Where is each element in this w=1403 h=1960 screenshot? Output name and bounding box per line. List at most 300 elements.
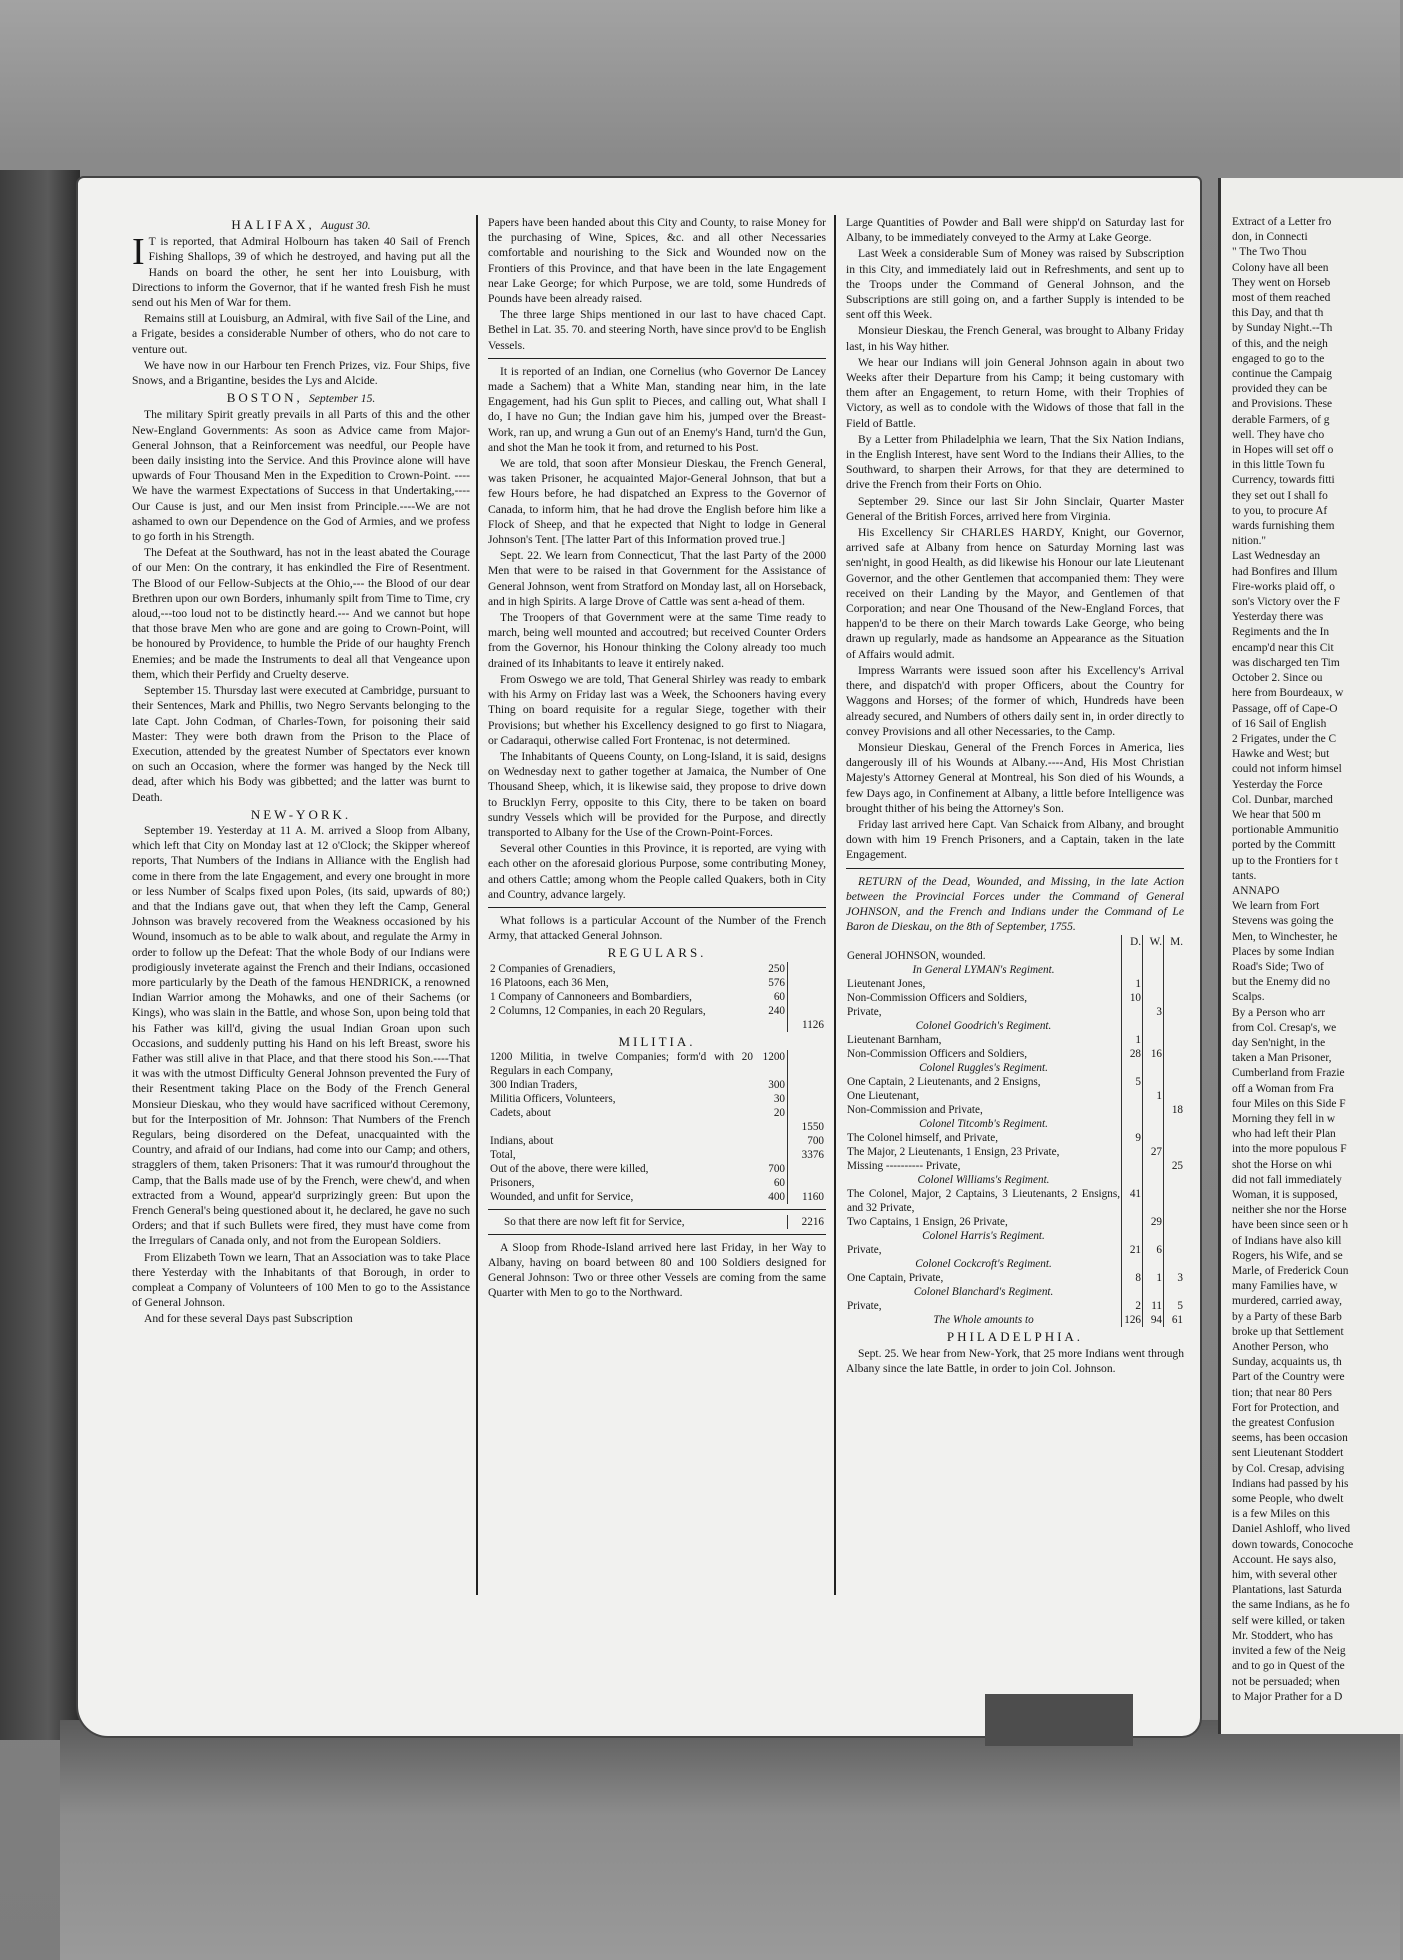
text-line: encamp'd near this Cit (1232, 641, 1334, 654)
paragraph: Last Week a considerable Sum of Money was raised by Subscription in this City, and immediately laid out in Refreshments, and sent up to the Troops under the Command of General Johnson, and the Subscriptions are still going on, and a farther Supply is intended to be sent off this Week. (846, 247, 1184, 322)
text-line: of this, and the neigh (1232, 337, 1328, 350)
section-rule (846, 868, 1184, 869)
fit-for-service (488, 1215, 826, 1229)
row-number (755, 1018, 788, 1032)
text-line: Currency, towards fitti (1232, 474, 1335, 487)
text-line: this Day, and that th (1232, 307, 1324, 320)
table-row (488, 1018, 826, 1032)
section-rule (488, 1234, 826, 1235)
row-label: Colonel Cockcroft's Regiment. (915, 1258, 1052, 1271)
text-line: down towards, Conocoche (1232, 1538, 1354, 1551)
row-w: 94 (1143, 1313, 1164, 1327)
row-label: Non-Commission and Private, (847, 1104, 983, 1117)
row-number: 700 (768, 1162, 785, 1175)
row-d (1122, 1257, 1143, 1271)
drop-cap: I (132, 231, 145, 274)
table-row (846, 1313, 1184, 1327)
row-m (1164, 1047, 1185, 1061)
army-intro: What follows is a particular Account of the Number of the French Army, that attacked General Johnson. (488, 913, 826, 943)
row-label (488, 1018, 755, 1032)
row-label: One Captain, Private, (847, 1272, 944, 1285)
paragraph: Large Quantities of Powder and Ball were shipp'd on Saturday last for Albany, to be immediately conveyed to the Army at Lake George. (846, 216, 1184, 245)
row-d (1122, 1229, 1143, 1243)
text-line: neither she nor the Horse (1232, 1204, 1347, 1217)
text-line: We hear that 500 m (1232, 808, 1321, 821)
row-w: 27 (1143, 1145, 1164, 1159)
col-wounded: W. (1143, 935, 1164, 949)
text-line: invited a few of the Neig (1232, 1645, 1346, 1658)
row-d (1122, 963, 1143, 977)
text-line: son's Victory over the F (1232, 596, 1341, 609)
row-total (788, 1176, 827, 1190)
row-w (1143, 949, 1164, 963)
row-total (788, 1004, 827, 1018)
row-label: Missing ---------- Private, (847, 1160, 961, 1173)
row-label: Colonel Ruggles's Regiment. (919, 1062, 1048, 1075)
row-d (1122, 1005, 1143, 1019)
table-row (846, 1215, 1184, 1229)
row-m: 25 (1164, 1159, 1185, 1173)
paragraph: We are told, that soon after Monsieur Dieskau, the French General, was taken Prisoner, he acquainted Major-General Johnson, that but a few Hours before, he had dispatched an Express to the Governor of Canada, to inform him, that he had drove the English before him like a Flock of Sheep, and that he expected that Night to lodge in General Johnson's Tent. [The latter Part of this Information proved true.] (488, 457, 826, 547)
text-line: some People, who dwelt (1232, 1493, 1344, 1506)
paragraph: September 15. Thursday last were executed at Cambridge, pursuant to their Sentences, Mark and Phillis, two Negro Servants belonging to the late Capt. John Codman, of Charles-Town, for poisoning their said Master: They were both drawn from the Prison to the Place of Execution, attended by the greatest Number of Spectators ever known on such an Occasion, where the former was hanged by the Neck till dead, after which his Body was gibbetted; and the latter was burnt to Death. (132, 684, 470, 804)
row-w (1143, 1229, 1164, 1243)
paragraph: Sept. 25. We hear from New-York, that 25 more Indians went through Albany since the late Battle, in order to join Col. Johnson. (846, 1346, 1184, 1375)
row-number (755, 1148, 788, 1162)
losses-table (488, 1162, 826, 1204)
row-label: Colonel Williams's Regiment. (917, 1174, 1050, 1187)
table-row (488, 1050, 826, 1078)
row-label: Total, (490, 1148, 516, 1161)
row-m: 61 (1164, 1313, 1185, 1327)
row-label: One Captain, 2 Lieutenants, and 2 Ensigns, (847, 1076, 1041, 1089)
paragraph: The military Spirit greatly prevails in all Parts of this and the other New-England Governments: As soon as Advice came from Major-General Johnson, that a Reinforcement was needful, our People have been daily insisting into the Service. And this Province alone will have upwards of Four Thousand Men in the Expedition to Crown-Point. ----We have the warmest Expectations of Success in that Undertaking,----Our Cause is just, and our Men insist from Principle.----We are not ashamed to own our Dependence on the God of Armies, and we profess to go forth in his Strength. (132, 408, 470, 544)
section-rule (488, 907, 826, 908)
text-line: Mr. Stoddert, who has (1232, 1629, 1333, 1642)
row-m (1164, 1005, 1185, 1019)
row-w (1143, 1285, 1164, 1299)
text-line: continue the Campaig (1232, 368, 1332, 381)
text-line: to Major Prather for a D (1232, 1690, 1343, 1703)
row-m (1164, 1257, 1185, 1271)
row-number: 1200 (762, 1050, 785, 1063)
row-total (788, 990, 827, 1004)
row-label: 1 Company of Cannoneers and Bombardiers, (490, 990, 692, 1003)
text-line: Daniel Ashloff, who lived (1232, 1523, 1351, 1536)
text-line: nition." (1232, 535, 1267, 548)
row-d (1122, 1019, 1143, 1033)
paragraph: By a Letter from Philadelphia we learn, That the Six Nation Indians, in the English Interest, have sent Word to the Indians their Allies, to the Southward, to sharpen their Arrows, for that they are determined to drive the French from their Forts on Ohio. (846, 432, 1184, 492)
text-line: Scalps. (1232, 991, 1265, 1004)
text-line: Colony have all been (1232, 261, 1329, 274)
text-line: Morning they fell in w (1232, 1112, 1336, 1125)
row-label: In General LYMAN's Regiment. (912, 964, 1055, 977)
row-d (1122, 1159, 1143, 1173)
table-row (488, 1120, 826, 1134)
paragraph: From Elizabeth Town we learn, That an Association was to take Place there Yesterday with the Inhabitants of that Borough, in order to compleat a Company of Volunteers of 100 Men to go to the Assistance of General Johnson. (132, 1250, 470, 1310)
text-line: Col. Dunbar, marched (1232, 793, 1333, 806)
paragraph: September 29. Since our last Sir John Sinclair, Quarter Master General of the British Forces, arrived here from Virginia. (846, 494, 1184, 523)
militia-table (488, 1050, 826, 1162)
row-d: 41 (1122, 1187, 1143, 1215)
table-row (846, 1299, 1184, 1313)
text-line: wards furnishing them (1232, 520, 1335, 533)
row-w (1143, 1033, 1164, 1047)
table-row (846, 1159, 1184, 1173)
text-line: the same Indians, as he fo (1232, 1599, 1350, 1612)
row-label: Private, (847, 1244, 882, 1257)
row-label: The Colonel, Major, 2 Captains, 3 Lieutenants, 2 Ensigns, and 32 Private, (847, 1188, 1120, 1215)
row-d: 126 (1122, 1313, 1143, 1327)
row-label: Private, (847, 1300, 882, 1313)
text-line: provided they can be (1232, 383, 1328, 396)
text-line: up to the Frontiers for t (1232, 854, 1338, 867)
row-m (1164, 1215, 1185, 1229)
text-line: could not inform himsel (1232, 763, 1342, 776)
row-m (1164, 977, 1185, 991)
row-label: Colonel Goodrich's Regiment. (915, 1020, 1052, 1033)
text-line: We learn from Fort (1232, 900, 1320, 913)
row-d (1122, 1089, 1143, 1103)
text-line: Regiments and the In (1232, 626, 1330, 639)
paragraph: Impress Warrants were issued soon after his Excellency's Arrival there, and dispatch'd with proper Officers, about the Country for Waggons and Horses; of the former of which, Hundreds have been already secured, and Numbers of others daily sent in, in order directly to convey Provisions and all other Necessaries, to the Camp. (846, 663, 1184, 738)
row-w (1143, 963, 1164, 977)
row-m (1164, 1187, 1185, 1215)
regulars-table (488, 962, 826, 1032)
row-w (1143, 1117, 1164, 1131)
row-m (1164, 963, 1185, 977)
table-row (846, 1005, 1184, 1019)
row-total: 1550 (788, 1120, 827, 1134)
row-label: 2 Columns, 12 Companies, in each 20 Regulars, (490, 1004, 706, 1017)
table-row (488, 1190, 826, 1204)
row-m (1164, 1033, 1185, 1047)
row-label: 2 Companies of Grenadiers, (490, 962, 616, 975)
dateline-new-york: NEW-YORK. (250, 806, 352, 822)
row-w: 6 (1143, 1243, 1164, 1257)
table-row (488, 1004, 826, 1018)
row-number: 240 (768, 1004, 785, 1017)
row-number: 20 (773, 1106, 785, 1119)
row-total (788, 1078, 827, 1092)
text-line: of 16 Sail of English (1232, 717, 1327, 730)
text-line: who had left their Plan (1232, 1128, 1336, 1141)
row-w (1143, 1159, 1164, 1173)
row-d: 2 (1122, 1299, 1143, 1313)
paragraph: A Sloop from Rhode-Island arrived here last Friday, in her Way to Albany, having on board between 80 and 100 Soldiers designed for General Johnson: Two or three other Vessels are coming from the same Quarter with Men to go to the Northward. (488, 1240, 826, 1300)
militia-heading: MILITIA. (618, 1033, 696, 1049)
table-row (846, 1187, 1184, 1215)
paragraph: The Inhabitants of Queens County, on Long-Island, it is said, designs on Wednesday next to gather together at Jamaica, the Number of One Thousand Sheep, which, it is likewise said, they propose to drive down to Brucklyn Ferry, opposite to this City, there to be taken on board sundry Vessels which will be provided for the Purpose, and directly transported to Albany for the Use of the Crown-Point-Forces. (488, 749, 826, 839)
row-d: 1 (1122, 1033, 1143, 1047)
row-label: Two Captains, 1 Ensign, 26 Private, (847, 1216, 1008, 1229)
text-line: portionable Ammunitio (1232, 824, 1339, 837)
text-line: murdered, carried away, (1232, 1295, 1342, 1308)
row-total (788, 962, 827, 976)
text-line: have been since seen or h (1232, 1219, 1349, 1232)
paragraph: Several other Counties in this Province, it is reported, are vying with each other on the aforesaid glorious Purpose, some contributing Money, and others Cattle; among whom the People called Quakers, both in City and Country, advance largely. (488, 842, 826, 901)
text-line: by a Party of these Barb (1232, 1310, 1342, 1323)
table-row (846, 1145, 1184, 1159)
text-line: four Miles on this Side F (1232, 1097, 1346, 1110)
row-number: 60 (773, 1176, 785, 1189)
text-line: Stevens was going the (1232, 915, 1334, 928)
text-line: into the more populous F (1232, 1143, 1347, 1156)
table-row (488, 1078, 826, 1092)
table-row (846, 1285, 1184, 1299)
text-line: by Col. Cresap, advising (1232, 1462, 1345, 1475)
table-row (846, 949, 1184, 963)
text-line: Part of the Country were (1232, 1371, 1345, 1384)
section-rule (488, 1209, 826, 1210)
table-row (488, 1162, 826, 1176)
text-line: Indians had passed by his (1232, 1477, 1349, 1490)
dateline-boston: BOSTON, September 15. (226, 390, 376, 406)
row-label: The Major, 2 Lieutenants, 1 Ensign, 23 Private, (847, 1146, 1060, 1159)
text-line: Yesterday the Force (1232, 778, 1323, 791)
text-line: Extract of a Letter fro (1232, 216, 1332, 228)
table-row (846, 1061, 1184, 1075)
text-line: engaged to go to the (1232, 352, 1325, 365)
row-total: 1126 (788, 1018, 827, 1032)
row-m (1164, 1131, 1185, 1145)
paragraph: September 19. Yesterday at 11 A. M. arrived a Sloop from Albany, which left that City on Monday last at 12 o'Clock; the Skipper whereof reports, That Numbers of the Indians in Alliance with the English had come in there from the late Engagement, and every one brought in more or less Number of Scalps fixed upon Poles, (its said, upwards of 80;) and that the Indians gave out, that when they left the Camp, General Johnson was bravely recovered from the Weakness occasioned by his Wound, insomuch as to be able to walk about, and regulate the Army in order to follow up the Defeat: That the whole Body of our Indians were prodigiously inveterate against the French and their Indians, occasioned more particularly by the Death of the famous HENDRICK, a renowned Indian Warrior among the Mohawks, and one of their Sachems (or Kings), who was slain in the Battle, and whose Son, upon being told that his Father was kill'd, giving the usual Indian Groan upon such Occasions, and suddenly putting his Hand on his left Breast, swore his Father was still alive in that Place, and that there stood his Son.----That it was with the utmost Difficulty General Johnson prevented the Fury of their Resentment taking Place on the Body of the French General Monsieur Dieskau, who they would have sacrificed without Ceremony, but for the Interposition of Mr. Johnson: That Numbers of the French Regulars, being disordered on the Defeat, unacquainted with the Country, and afraid of our Indians, had come into our Camp; and others, stragglers of them, taken Prisoners: That it was rumour'd throughout the Camp, that the Balls made use of by the French, were chew'd, and when extracted from a Wound, appear'd surprizingly green: But upon the French General's being questioned about it, he declared, he gave no such Orders; and that if such Bullets were fired, they must have come from the Irregulars of Canada only, and not from the European Soldiers. (132, 823, 470, 1248)
dateline-philadelphia: PHILADELPHIA. (946, 1329, 1084, 1345)
table-row (488, 1176, 826, 1190)
text-line: Last Wednesday an (1232, 550, 1321, 563)
row-total (788, 1092, 827, 1106)
row-total (788, 1106, 827, 1120)
text-line: October 2. Since ou (1232, 672, 1323, 685)
column-3 (846, 215, 1184, 1600)
row-m (1164, 1243, 1185, 1257)
paragraph: Monsieur Dieskau, the French General, was brought to Albany Friday last, in his Way hither. (846, 324, 1184, 353)
paragraph: Sept. 22. We learn from Connecticut, That the last Party of the 2000 Men that were to be raised in that Government for the Assistance of General Johnson, went from Stratford on Monday last, all on Horseback, and in high Spirits. A large Drove of Cattle was sent a-head of them. (488, 549, 826, 608)
row-m (1164, 1173, 1185, 1187)
text-line: of Indians have also kill (1232, 1234, 1342, 1247)
text-line: shot the Horse on whi (1232, 1158, 1332, 1171)
dateline-halifax: HALIFAX, August 30. (231, 217, 371, 232)
text-line: did not fall immediately (1232, 1173, 1342, 1186)
text-line: broke up that Settlement (1232, 1325, 1344, 1338)
row-w: 29 (1143, 1215, 1164, 1229)
paragraph: T is reported, that Admiral Holbourn has taken 40 Sail of French Fishing Shallops, 39 of which he destroyed, and having put all the Hands on board the other, he sent her into Louisburg, with Directions to inform the Governor, that if he wanted fresh Fish he must send out his Men of War for them. (132, 235, 470, 310)
table-row (846, 1173, 1184, 1187)
table-row (846, 977, 1184, 991)
fit-label: So that there are now left fit for Service, (504, 1215, 685, 1228)
row-total (788, 976, 827, 990)
paragraph: The Defeat at the Southward, has not in the least abated the Courage of our Men: On the contrary, it has enkindled the Fire of Resentment. The Blood of our Fellow-Subjects at the Ohio,--- the Blood of our dear Brethren upon our own Borders, inhumanly spilt from Time to Time, cry aloud,---too loud not to be distinctly heard.--- And we cannot but hope that those brave Men who are gone and are going to Crown-Point, will be honoured by Providence, to humble the Pride of our haughty French Enemies; and be made the Instruments to deal all that Vengeance upon them, which their Perfidy and Cruelty deserve. (132, 546, 470, 681)
text-line: most of them reached (1232, 292, 1331, 305)
text-line: ported by the Committ (1232, 839, 1336, 852)
row-number: 250 (768, 962, 785, 975)
row-w (1143, 991, 1164, 1005)
text-line: Hawke and West; but (1232, 748, 1330, 761)
text-line: not be persuaded; when (1232, 1675, 1340, 1688)
table-row (488, 1134, 826, 1148)
text-line: by Sunday Night.--Th (1232, 322, 1333, 335)
text-line: and to go in Quest of the (1232, 1660, 1345, 1673)
paragraph: His Excellency Sir CHARLES HARDY, Knight, our Governor, arrived safe at Albany from hence on Saturday Morning last was sen'night, in good Health, as did likewise his Honour our late Lieutenant Governor, and the other Gentlemen that accompanied them: They were received on their Landing by the Mayor, and Gentlemen of that Corporation; and near One Thousand of the New-England Forces, that happen'd to be there on their March towards Lake George, who being drawn up regularly, made as handsome an Appearance as the Situation of Affairs would admit. (846, 526, 1184, 661)
text-line: to you, to procure Af (1232, 504, 1328, 517)
row-m (1164, 1089, 1185, 1103)
row-m (1164, 991, 1185, 1005)
table-row (846, 1103, 1184, 1117)
row-label: 1200 Militia, in twelve Companies; form'd with 20 Regulars in each Company, (490, 1050, 753, 1077)
paragraph: From Oswego we are told, That General Shirley was ready to embark with his Army on Friday last was a Week, the Schooners having every Thing on board requisite for a regular Siege, together with their Provisions; but whether his Excellency designed to go first to Niagara, or Cadaraqui, otherwise called Fort Frontenac, is not determined. (488, 672, 826, 747)
table-row (488, 1106, 826, 1120)
row-w: 1 (1143, 1271, 1164, 1285)
text-line: Sunday, acquaints us, th (1232, 1356, 1342, 1369)
row-d (1122, 1215, 1143, 1229)
text-line: Another Person, who (1232, 1341, 1329, 1354)
row-label: Colonel Blanchard's Regiment. (913, 1286, 1054, 1299)
row-d: 5 (1122, 1075, 1143, 1089)
text-line: By a Person who arr (1232, 1006, 1326, 1019)
row-d (1122, 1145, 1143, 1159)
row-total (788, 1162, 827, 1176)
column-rule (834, 215, 836, 1595)
row-w (1143, 1257, 1164, 1271)
row-label: Private, (847, 1006, 882, 1019)
regulars-heading: REGULARS. (607, 945, 707, 961)
text-line: they set out I shall fo (1232, 489, 1328, 502)
row-label: Non-Commission Officers and Soldiers, (847, 1048, 1028, 1061)
row-label: The Whole amounts to (933, 1314, 1034, 1327)
row-m (1164, 1019, 1185, 1033)
row-m (1164, 1075, 1185, 1089)
text-line: well. They have cho (1232, 428, 1325, 441)
text-line: many Families have, w (1232, 1280, 1338, 1293)
table-row (846, 1271, 1184, 1285)
row-label: One Lieutenant, (847, 1090, 920, 1103)
paragraph: Monsieur Dieskau, General of the French Forces in America, lies dangerously ill of his Wounds at Albany.----And, His Most Christian Majesty's Attorney General at Montreal, his Son died of his Wounds, a few Days ago, in Confinement at Albany, a little before Intelligence was brought thither of his being the Attorney's Son. (846, 740, 1184, 815)
text-line: derable Farmers, of g (1232, 413, 1330, 426)
row-label: Cadets, about (490, 1106, 551, 1119)
row-m (1164, 1061, 1185, 1075)
paragraph: Friday last arrived here Capt. Van Schaick from Albany, and brought down with him 19 French Prisoners, and a Captain, taken in the late Engagement. (846, 817, 1184, 862)
text-line: Marle, of Frederick Coun (1232, 1265, 1349, 1278)
row-d (1122, 1061, 1143, 1075)
text-line: Account. He says also, (1232, 1553, 1337, 1566)
row-label: 300 Indian Traders, (490, 1078, 578, 1091)
table-row (488, 1148, 826, 1162)
row-d (1122, 1173, 1143, 1187)
row-m: 3 (1164, 1271, 1185, 1285)
row-number (755, 1120, 788, 1134)
row-d: 8 (1122, 1271, 1143, 1285)
row-label: Non-Commission Officers and Soldiers, (847, 992, 1028, 1005)
return-heading: RETURN of the Dead, Wounded, and Missing, in the late Action between the Provincial Forces under the Command of General JOHNSON, and the French and Indians under the Command of Le Baron de Dieskau, on the 8th of September, 1755. (846, 874, 1184, 934)
row-label: Indians, about (490, 1134, 554, 1147)
text-line: Woman, it is supposed, (1232, 1189, 1338, 1201)
text-line: Fire-works plaid off, o (1232, 580, 1335, 593)
paragraph: And for these several Days past Subscription (144, 1312, 353, 1326)
text-line: Men, to Winchester, he (1232, 930, 1338, 943)
row-w: 3 (1143, 1005, 1164, 1019)
row-w (1143, 1019, 1164, 1033)
text-line: Road's Side; Two of (1232, 960, 1324, 973)
row-m (1164, 1229, 1185, 1243)
row-label: Colonel Titcomb's Regiment. (919, 1118, 1048, 1131)
row-w (1143, 1075, 1164, 1089)
row-number: 60 (773, 990, 785, 1003)
bottom-shadow (60, 1720, 1400, 1960)
row-number: 576 (768, 976, 785, 989)
paragraph: It is reported of an Indian, one Cornelius (who Governor De Lancey made a Sachem) that a White Man, standing near him, in the late Engagement, had his Gun split to Pieces, and calling out, What shall I do, I have no Gun; the Indian gave him his, jumped over the Breast-Work, ran up, and wrung a Gun out of an Enemy's Hand, turn'd the Gun, and shot the Man he took it from, and returned to his Post. (488, 364, 826, 454)
col-missing: M. (1164, 935, 1185, 949)
text-line: the greatest Confusion (1232, 1417, 1335, 1430)
text-line: and Provisions. These (1232, 398, 1333, 411)
column-2 (488, 215, 826, 1600)
text-line: seems, has been occasion (1232, 1432, 1348, 1445)
library-stamp (985, 1694, 1133, 1746)
row-label: General JOHNSON, wounded. (847, 950, 986, 963)
row-d: 28 (1122, 1047, 1143, 1061)
col-dead: D. (1122, 935, 1143, 949)
table-row (846, 1075, 1184, 1089)
row-label: Lieutenant Barnham, (847, 1034, 942, 1047)
row-w (1143, 977, 1164, 991)
row-d: 10 (1122, 991, 1143, 1005)
text-line: was discharged ten Tim (1232, 656, 1340, 669)
row-label: The Colonel himself, and Private, (847, 1132, 998, 1145)
row-w: 11 (1143, 1299, 1164, 1313)
row-m: 5 (1164, 1299, 1185, 1313)
text-line: in this little Town fu (1232, 459, 1325, 472)
row-w: 16 (1143, 1047, 1164, 1061)
row-w: 1 (1143, 1089, 1164, 1103)
row-label: Lieutenant Jones, (847, 978, 926, 991)
table-row (488, 1092, 826, 1106)
row-total: 1160 (788, 1190, 827, 1204)
row-number: 400 (768, 1190, 785, 1203)
table-row (846, 1033, 1184, 1047)
row-d: 21 (1122, 1243, 1143, 1257)
text-line: tion; that near 80 Pers (1232, 1386, 1332, 1399)
paragraph: Remains still at Louisburg, an Admiral, with five Sail of the Line, and a Frigate, besides a considerable Number of others, who do not care to venture out. (132, 312, 470, 356)
text-line: sent Lieutenant Stoddert (1232, 1447, 1344, 1460)
text-line: Rogers, his Wife, and se (1232, 1249, 1343, 1262)
text-line: off a Woman from Fra (1232, 1082, 1334, 1095)
row-d (1122, 1103, 1143, 1117)
row-total: 3376 (788, 1148, 827, 1162)
row-m: 18 (1164, 1103, 1185, 1117)
column-1 (132, 215, 470, 1600)
row-total (788, 1050, 827, 1078)
text-line: him, with several other (1232, 1569, 1338, 1582)
text-line: ANNAPO (1232, 884, 1280, 897)
table-row (488, 962, 826, 976)
table-row (488, 976, 826, 990)
table-row (488, 990, 826, 1004)
column-rule (476, 215, 478, 1595)
fit-value: 2216 (788, 1215, 827, 1229)
paragraph: We hear our Indians will join General Johnson again in about two Weeks after their Departure from his Camp; it being customary with them after an Engagement, to return Home, with their Trophies of Victory, as well as to condole with the Widows of those that fall in the Field of Battle. (846, 355, 1184, 430)
table-row (846, 1131, 1184, 1145)
row-label: Colonel Harris's Regiment. (922, 1230, 1045, 1243)
row-m (1164, 1285, 1185, 1299)
row-w (1143, 1187, 1164, 1215)
text-line: Fort for Protection, and (1232, 1401, 1339, 1414)
text-line: Cumberland from Frazie (1232, 1067, 1345, 1080)
paragraph: Papers have been handed about this City and County, to raise Money for the purchasing of Wine, Spices, &c. and all other Necessaries comfortable and nourishing to the Sick and Wounded now on the Frontiers of this Province, and that have been in the late Engagement near Lake George; for which Purpose, we are told, some Hundreds of Pounds have been already raised. (488, 216, 826, 306)
row-number (755, 1134, 788, 1148)
text-line: Passage, off of Cape-O (1232, 702, 1338, 715)
text-line: Places by some Indian (1232, 945, 1335, 958)
table-row (846, 1117, 1184, 1131)
text-line: here from Bourdeaux, w (1232, 687, 1344, 700)
